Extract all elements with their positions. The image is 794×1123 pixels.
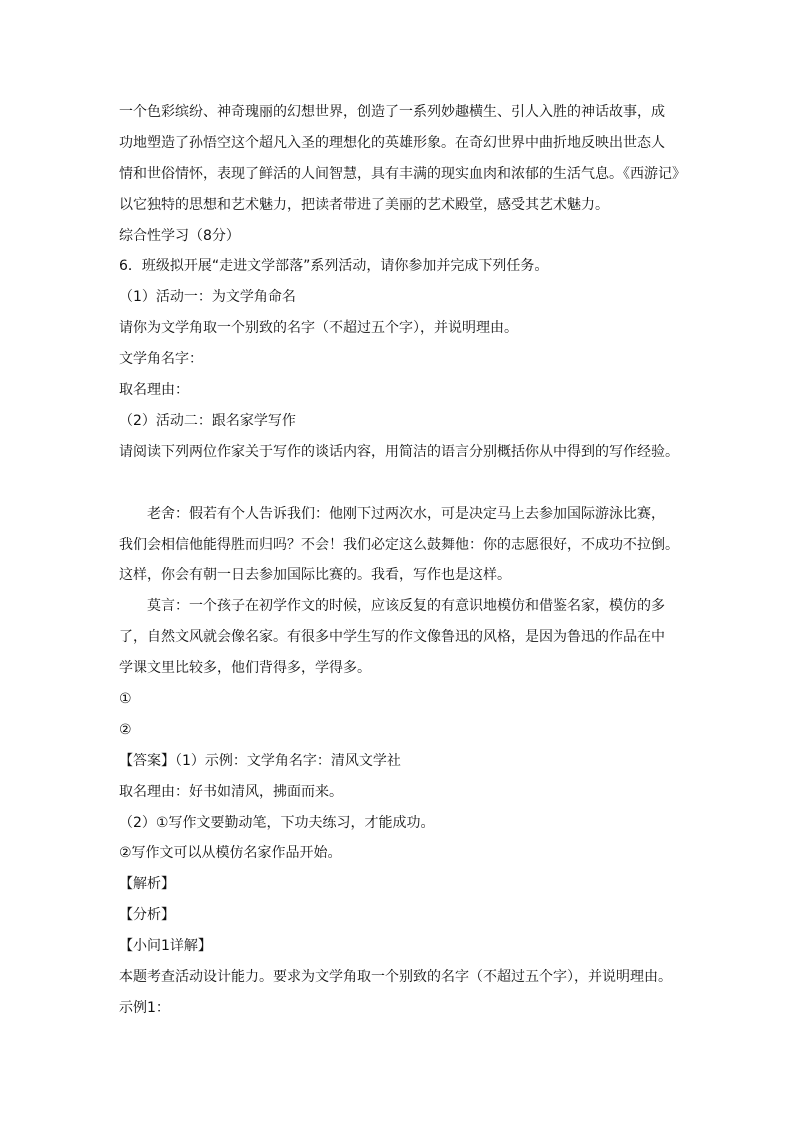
analysis-subheading: 【分析】 [119,907,175,924]
detail-heading: 【小问1详解】 [119,938,212,955]
explanation-line: 本题考查活动设计能力。要求为文学角取一个别致的名字（不超过五个字），并说明理由。 [119,969,672,986]
analysis-heading: 【解析】 [119,876,175,893]
answer-line: （2）①写作文要勤动笔，下功夫练习，才能成功。 [119,814,435,831]
quote-moyan-line: 了，自然文风就会像名家。有很多中学生写的作文像鲁迅的风格，是因为鲁迅的作品在中 [119,629,665,646]
task-instruction: 请你为文学角取一个别致的名字（不超过五个字），并说明理由。 [119,320,518,337]
answer-heading: 【答案】（1）示例：文学角名字：清风文学社 [119,752,401,769]
spacer [119,468,684,499]
paragraph-line: 以它独特的思想和艺术魅力，把读者带进了美丽的艺术殿堂，感受其艺术魅力。 [119,196,609,213]
quote-moyan-line: 莫言：一个孩子在初学作文的时候，应该反复的有意识地模仿和借鉴名家，模仿的多 [147,598,665,615]
paragraph-line: 一个色彩缤纷、神奇瑰丽的幻想世界，创造了一系列妙趣横生、引人入胜的神话故事，成 [119,104,665,120]
answer-slot-1: ① [119,691,132,708]
answer-label-name: 文学角名字： [119,351,203,368]
answer-label-reason: 取名理由： [119,382,189,399]
section-heading: 综合性学习（8分） [119,227,240,244]
task-heading: （1）活动一：为文学角命名 [119,289,296,306]
answer-line: ②写作文可以从模仿名家作品开始。 [119,845,342,862]
answer-line: 取名理由：好书如清风，拂面而来。 [119,783,343,800]
paragraph-line: 功地塑造了孙悟空这个超凡入圣的理想化的英雄形象。在奇幻世界中曲折地反映出世态人 [119,134,665,151]
task-heading: （2）活动二：跟名家学写作 [119,412,296,429]
answer-slot-2: ② [119,721,132,738]
question-title: 6．班级拟开展“走进文学部落”系列活动，请你参加并完成下列任务。 [119,258,549,275]
quote-moyan-line: 学课文里比较多，他们背得多，学得多。 [119,660,371,677]
quote-laoshe-line: 这样，你会有朝一日去参加国际比赛的。我看，写作也是这样。 [119,567,511,584]
document-page [119,97,684,1024]
task-instruction: 请阅读下列两位作家关于写作的谈话内容，用简洁的语言分别概括你从中得到的写作经验。 [119,443,679,460]
paragraph-line: 情和世俗情怀，表现了鲜活的人间智慧，具有丰满的现实血肉和浓郁的生活气息。《西游记》 [119,165,686,182]
quote-laoshe-line: 我们会相信他能得胜而归吗？不会！我们必定这么鼓舞他：你的志愿很好，不成功不拉倒。 [119,536,679,553]
quote-laoshe-line: 老舍：假若有个人告诉我们：他刚下过两次水，可是决定马上去参加国际游泳比赛， [147,505,665,522]
example-label: 示例1： [119,999,170,1016]
